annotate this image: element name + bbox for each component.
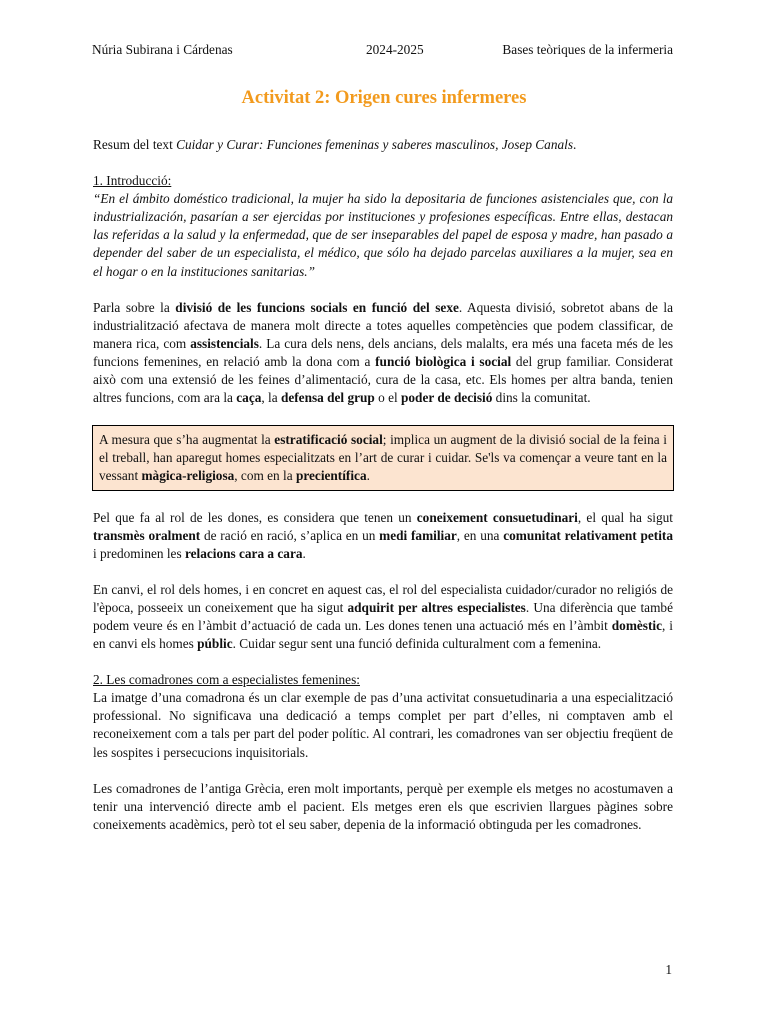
- summary-line: [93, 136, 673, 154]
- section1-heading: 1. Introducció:: [93, 173, 172, 189]
- summary-suffix: .: [573, 137, 577, 152]
- highlight-text: A mesura que s’ha augmentat la estratificació social; implica un augment de la divisió social de la feina i el treball, han aparegut homes especialitzats en l’art de curar i cuidar. Se'ls va començar a veure tant en la vessant màgica-religiosa, com en la precientífica.: [99, 432, 667, 484]
- header-subject: Bases teòriques de la infermeria: [502, 42, 673, 57]
- header-year: 2024-2025: [366, 42, 424, 57]
- paragraph-4: La imatge d’una comadrona és un clar exemple de pas d’una activitat consuetudinaria a una especialització professional. No significava una dedicació a temps complet per part d’elles, ni comptaven amb el reconeixement com a tals per part del poder polític. Al contrari, les comadrones van ser objectiu freqüent de les sospites i persecucions inquisitorials.: [93, 690, 673, 760]
- summary-prefix: Resum del text: [93, 137, 177, 152]
- paragraph-1: Parla sobre la divisió de les funcions socials en funció del sexe. Aquesta divisió, sobretot abans de la industrialització afectava de manera molt directe a totes aquelles competències que podem classificar, de manera rica, com assistencials. La cura dels nens, dels ancians, dels malalts, era més una faceta més de les funcions femenines, en relació amb la dona com a funció biològica i social del grup familiar. Considerat això com una extensió de les feines d’alimentació, cura de la casa, etc. Els homes per altra banda, tenien altres funcions, com ara la caça, la defensa del grup o el poder de decisió dins la comunitat.: [93, 299, 674, 406]
- paragraph-3: En canvi, el rol dels homes, i en concret en aquest cas, el rol del especialista cuidador/curador no religiós de l'època, posseeix un coneixement que ha sigut adquirit per altres especialistes. Una diferència que també podem veure és en l’àmbit d’actuació de cada un. Les dones tenen una actuació més en l’àmbit domèstic, i en canvi els homes públic. Cuidar segur sent una funció definida culturalment com a femenina.: [93, 581, 673, 652]
- paragraph-2: Pel que fa al rol de les dones, es considera que tenen un coneixement consuetudinari, el qual ha sigut transmès oralment de ració en ració, s’aplica en un medi familiar, en una comunitat relativament petita i predominen les relacions cara a cara.: [93, 509, 673, 561]
- paragraph-5: Les comadrones de l’antiga Grècia, eren molt importants, perquè per exemple els metges no acostumaven a tenir una intervenció directe amb el pacient. Els metges eren els que escrivien llargues pàgines sobre coneixements acadèmics, però tot el seu saber, depenia de la informació obtinguda per les comadrones.: [93, 780, 673, 832]
- document-title: Activitat 2: Origen cures infermeres: [241, 88, 527, 108]
- page-number: 1: [665, 962, 672, 977]
- section2-heading: 2. Les comadrones com a especialistes femenines:: [93, 672, 360, 688]
- header-author: Núria Subirana i Cárdenas: [92, 42, 233, 57]
- document-body: [93, 136, 673, 834]
- page-header: [92, 42, 673, 62]
- intro-quote: “En el ámbito doméstico tradicional, la mujer ha sido la depositaria de funciones asistenciales que, con la industrialización, pasarían a ser ejercidas por instituciones y profesiones específicas. Entre ellas, destacan las referidas a la salud y la enfermedad, que de ser inseparables del papel de esposa y madre, han pasado a depender del saber de un especialista, el médico, que sólo ha dejado parcelas auxiliares a la mujer, sea en el hogar o en la instituciones sanitarias.”: [93, 191, 673, 279]
- summary-work: Cuidar y Curar: Funciones femeninas y saberes masculinos, Josep Canals: [176, 137, 573, 152]
- highlight-box: [92, 425, 674, 490]
